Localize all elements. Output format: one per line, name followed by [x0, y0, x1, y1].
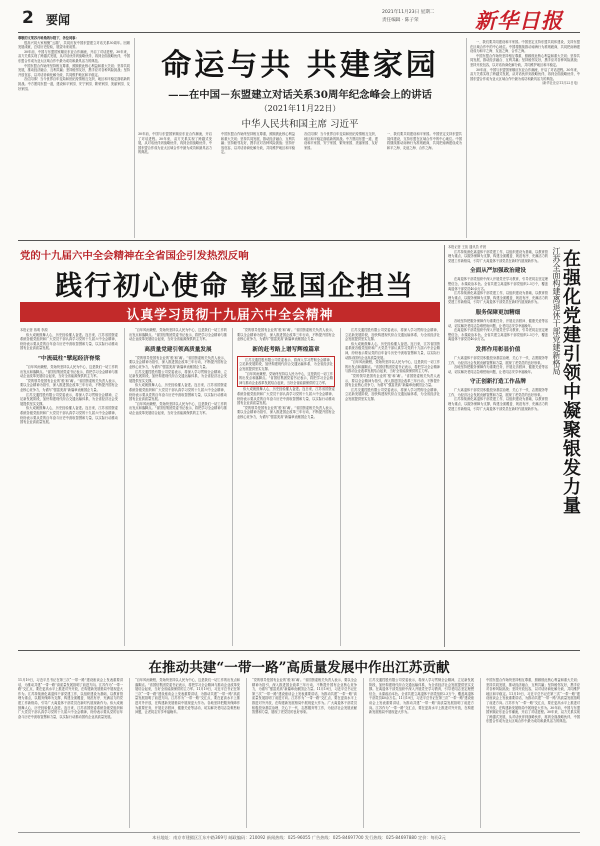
second-col-4	[345, 328, 440, 646]
second-paragraph-2c: “百年风雨兼程，党始终坚持以人民为中心，这是我们一切工作的出发点和落脚点。”省国信集团党委书记表示，将把学习全会精神与推动企业改革发展结合起来，当好全省能源保供的主力军。	[129, 401, 227, 415]
second-col-1	[20, 328, 118, 646]
side-paragraph-1c: 江苏持续深化离退休干部党建工作，以组织建设为基础，以教育管理为重点，以服务保障为支撑，构建全面覆盖、规范有序、充满活力的党建工作新格局，引导广大离退休干部党员在新时代展现新作为。	[448, 397, 548, 411]
second-paragraph-1e: 伟大成就鼓舞人心，历史经验催人奋进。连日来，江苏省国资委系统各级党组织和广大党员干部认真学习党的十九届六中全会精神，纷纷表示要从党的百年奋斗历史中汲取智慧和力量，以实际行动推动国有企业高质量发展。	[345, 341, 440, 360]
second-body	[20, 328, 440, 646]
second-byline: 本报记者 蒋明 李源	[20, 328, 48, 332]
footer-rule	[18, 832, 580, 833]
bottom-p1b: 江苏持续深化离退休干部党建工作，以组织建设为基础，以教育管理为重点，以服务保障为支撑，构建全面覆盖、规范有序、充满活力的党建工作新格局，引导广大离退休干部党员在新时代展现新作为。	[18, 691, 123, 705]
lead-right-text-3: 30年前，中国与东盟国家顺应东亚合作潮流，开启了对话进程。30年来，双方关系实现了跨越式发展，从对话伙伴到战略伙伴，再到全面战略伙伴，中国东盟合作成为亚太区域合作中最为成功和最具活力的典范。	[470, 67, 580, 81]
column-rule	[232, 328, 233, 646]
side-body	[448, 245, 548, 647]
second-paragraph-2d: “百年风雨兼程，党始终坚持以人民为中心，这是我们一切工作的出发点和落脚点。”省国信集团党委书记表示，将把学习全会精神与推动企业改革发展结合起来，当好全省能源保供的主力军。	[345, 360, 440, 374]
bottom-col-1	[18, 678, 123, 828]
second-paragraph-3d: “党的领导是国有企业的‘根’和‘魂’。”省国资委相关负责人表示，要以全会精神为指引，深入推进国企改革三年行动，不断提升国有企业核心竞争力，为谱写“强富美高”新篇章贡献国企力量。	[237, 405, 335, 419]
bottom-p3c: 广大离退休干部党员积极投身基层治理、关心下一代、志愿服务等工作，为经济社会发展贡献智慧和力量，展现了老党员的良好形象。	[252, 700, 357, 715]
bottom-p1a: 11月19日，习近平总书记在第三次“一带一路”建设座谈会上发表重要讲话，为推动共建“一带一路”高质量发展指明了前进方向。江苏作为“一带一路”交汇点，要在更高水平上推进对外开放，在构建新发展格局中展现更大作为。	[18, 678, 123, 696]
header-rule	[18, 32, 580, 33]
second-heading-3: 新的赶考路上谱写辉煌篇章	[252, 346, 320, 353]
bottom-p3a: “党的领导是国有企业的‘根’和‘魂’。”省国资委相关负责人表示，要以全会精神为指引，深入推进国企改革三年行动，不断提升国有企业核心竞争力，为谱写“强富美高”新篇章贡献国企力量。	[252, 678, 357, 692]
second-ribbon	[20, 302, 440, 322]
lead-body-col-1: 30年前，中国与东盟国家顺应东亚合作潮流，开启了对话进程。30年来，双方关系实现了跨越式发展，从对话伙伴到战略伙伴，再到全面战略伙伴，中国东盟合作成为亚太区域合作中最为成功和最具活力的典范。	[138, 132, 212, 155]
column-rule	[124, 328, 125, 646]
second-paragraph-4b: 江苏交通控股有限公司党委表示，将深入学习贯彻全会精神，立足新发展阶段，加快构建现代综合交通运输体系，为全省经济社会发展提供坚实支撑。	[129, 369, 227, 383]
bottom-p2c: 各地坚持把服务保障作为重要任务，开展走访慰问、健康关爱等活动，切实解决老同志急难愁盼问题，让老同志安享幸福晚年。	[135, 700, 240, 715]
side-kicker: 江苏全面构建离退休干部党建新格局	[552, 247, 561, 375]
bottom-col-3	[252, 678, 357, 828]
lead-paragraph-3: 中国东盟合作始终坚持相互尊重，照顾彼此核心利益和重大关切；坚持共同发展，推动经济融合、互利共赢；坚持睦邻友好，携手应对各种风险挑战；坚持开放包容，以对话协商化解分歧，共同维护地区和平稳定。	[18, 63, 130, 77]
lead-paragraph-2: 30年前，中国与东盟国家顺应东亚合作潮流，开启了对话进程。30年来，双方关系实现了跨越式发展，从对话伙伴到战略伙伴，再到全面战略伙伴，中国东盟合作成为亚太区域合作中最为成功和最具活力的典范。	[18, 49, 130, 63]
lead-date: （2021年11月22日）	[259, 104, 341, 113]
side-paragraph-4: 广大离退休干部党员积极投身基层治理、关心下一代、志愿服务等工作，为经济社会发展贡献智慧和力量，展现了老党员的良好形象。	[448, 355, 548, 365]
lead-paragraph-4: 各位同事！当今世界百年变局和世纪疫情相互交织，地区和平稳定面临新的挑战。中方愿同东盟一道，建设和平家园、安宁家园、繁荣家园、美丽家园、友好家园。	[18, 77, 130, 91]
second-col-2	[129, 328, 227, 646]
lead-body-col-3: 各位同事！当今世界百年变局和世纪疫情相互交织，地区和平稳定面临新的挑战。中方愿同东盟一道，建设和平家园、安宁家园、繁荣家园、美丽家园、友好家园。	[304, 132, 378, 150]
highlight-text: 江苏交通控股有限公司党委表示，将深入学习贯彻全会精神，立足新发展阶段，加快构建现代综合交通运输体系，为全省经济社会发展提供坚实支撑。	[239, 357, 333, 371]
lead-right-column	[470, 40, 580, 238]
side-heading-3: 发挥作用彰显价值	[475, 346, 521, 353]
bottom-col-2	[135, 678, 240, 828]
lead-left-column	[18, 36, 130, 236]
lead-signoff: （新华社北京11月22日电）	[540, 81, 580, 86]
bottom-p2b: 11月19日，习近平总书记在第三次“一带一路”建设座谈会上发表重要讲话，为推动共建“一带一路”高质量发展指明了前进方向。江苏作为“一带一路”交汇点，要在更高水平上推进对外开放，在构建新发展格局中展现更大作为。	[135, 687, 240, 705]
second-paragraph-1b: 伟大成就鼓舞人心，历史经验催人奋进。连日来，江苏省国资委系统各级党组织和广大党员干部认真学习党的十九届六中全会精神，纷纷表示要从党的百年奋斗历史中汲取智慧和力量，以实际行动推动国有企业高质量发展。	[20, 406, 118, 425]
column-rule	[466, 38, 467, 238]
lead-subtitle: ——在中国－东盟建立对话关系30周年纪念峰会上的讲话	[168, 89, 432, 101]
lead-body-col-4: 一、我们要共同建设和平家园。中国坚定支持东盟共同体建设，支持东盟在区域合作中的中心地位。中国将继续推动南海行为准则磋商，共同把南海建设成为和平之海、友谊之海、合作之海。	[387, 132, 462, 150]
side-byline: 本报记者 王拓 通讯员 许晨	[448, 245, 487, 249]
side-paragraph-4b: 广大离退休干部党员积极投身基层治理、关心下一代、志愿服务等工作，为经济社会发展贡献智慧和力量，展现了老党员的良好形象。	[448, 388, 548, 397]
second-paragraph-4c: 江苏交通控股有限公司党委表示，将深入学习贯彻全会精神，立足新发展阶段，加快构建现代综合交通运输体系，为全省经济社会发展提供坚实支撑。	[345, 328, 440, 342]
side-heading-4: 守正创新打造工作品牌	[470, 379, 526, 386]
bottom-p4a: 江苏交通控股有限公司党委表示，将深入学习贯彻全会精神，立足新发展阶段，加快构建现代综合交通运输体系，为全省经济社会发展提供坚实支撑。	[369, 678, 474, 692]
side-paragraph-3: 各地坚持把服务保障作为重要任务，开展走访慰问、健康关爱等活动，切实解决老同志急难愁盼问题，让老同志安享幸福晚年。	[448, 318, 548, 328]
lead-body-col-2: 中国东盟合作始终坚持相互尊重，照顾彼此核心利益和重大关切；坚持共同发展，推动经济融合、互利共赢；坚持睦邻友好，携手应对各种风险挑战；坚持开放包容，以对话协商化解分歧，共同维护地区和平稳定。	[221, 132, 295, 155]
column-rule	[246, 678, 247, 828]
highlight-text-2: “百年风雨兼程，党始终坚持以人民为中心，这是我们一切工作的出发点和落脚点。”省国信集团党委书记表示，将把学习全会精神与推动企业改革发展结合起来，当好全省能源保供的主力军。	[239, 371, 333, 385]
lead-right-text: 一、我们要共同建设和平家园。中国坚定支持东盟共同体建设，支持东盟在区域合作中的中心地位。中国将继续推动南海行为准则磋商，共同把南海建设成为和平之海、友谊之海、合作之海。	[470, 40, 580, 54]
page-header	[0, 0, 600, 40]
second-paragraph-3e: “党的领导是国有企业的‘根’和‘魂’。”省国资委相关负责人表示，要以全会精神为指引，深入推进国企改革三年行动，不断提升国有企业核心竞争力，为谱写“强富美高”新篇章贡献国企力量。	[345, 373, 440, 388]
second-paragraph-1: 伟大成就鼓舞人心，历史经验催人奋进。连日来，江苏省国资委系统各级党组织和广大党员干部认真学习党的十九届六中全会精神，纷纷表示要从党的百年奋斗历史中汲取智慧和力量，以实际行动推动国有企业高质量发展。	[20, 332, 118, 351]
bottom-p5a: 中国东盟合作始终坚持相互尊重，照顾彼此核心利益和重大关切；坚持共同发展，推动经济融合、互利共赢；坚持睦邻友好，携手应对各种风险挑战；坚持开放包容，以对话协商化解分歧，共同维护地区和平稳定。	[486, 678, 580, 696]
bottom-p4b: 在离退休干部党组织中深入开展党史学习教育，引导老同志坚定理想信念，永葆政治本色。全省共建立离退休干部党组织2.3万个，覆盖离退休干部党员40余万名。	[369, 687, 474, 701]
second-heading-1: “中流砥柱”擘起经济脊梁	[37, 355, 101, 362]
second-paragraph-1d: 伟大成就鼓舞人心，历史经验催人奋进。连日来，江苏省国资委系统各级党组织和广大党员干部认真学习党的十九届六中全会精神，纷纷表示要从党的百年奋斗历史中汲取智慧和力量，以实际行动推动国有企业高质量发展。	[237, 387, 335, 406]
side-paragraph-1b: 江苏持续深化离退休干部党建工作，以组织建设为基础，以教育管理为重点，以服务保障为支撑，构建全面覆盖、规范有序、充满活力的党建工作新格局，引导广大离退休干部党员在新时代展现新作为。	[448, 291, 548, 305]
lead-body-text	[138, 132, 462, 238]
lead-author: 中华人民共和国主席 习近平	[241, 119, 359, 130]
column-rule	[363, 678, 364, 828]
column-rule	[129, 678, 130, 828]
column-rule	[480, 678, 481, 828]
side-paragraph-2b: 在离退休干部党组织中深入开展党史学习教育，引导老同志坚定理想信念，永葆政治本色。全省共建立离退休干部党组织2.3万个，覆盖离退休干部党员40余万名。	[448, 328, 548, 342]
side-article	[448, 245, 580, 647]
second-col-3	[237, 328, 335, 646]
lead-paragraph-1: 很高兴同大家相聚“云端”，共同庆祝中国东盟建立对话关系30周年。回顾发展成就，总结历史经验，展望未来前景。	[18, 40, 130, 50]
second-paragraph-3b: “党的领导是国有企业的‘根’和‘魂’。”省国资委相关负责人表示，要以全会精神为指引，深入推进国企改革三年行动，不断提升国有企业核心竞争力，为谱写“强富美高”新篇章贡献国企力量。	[129, 355, 227, 369]
bottom-p3b: 11月19日，习近平总书记在第三次“一带一路”建设座谈会上发表重要讲话，为推动共建“一带一路”高质量发展指明了前进方向。江苏作为“一带一路”交汇点，要在更高水平上推进对外开放，在构建新发展格局中展现更大作为。	[252, 687, 357, 705]
bottom-p2a: “百年风雨兼程，党始终坚持以人民为中心，这是我们一切工作的出发点和落脚点。”省国信集团党委书记表示，将把学习全会精神与推动企业改革发展结合起来，当好全省能源保供的主力军。	[135, 678, 240, 692]
footer-text: 本社地址：南京市建邺区江东中路369号 邮政编码：210092 新闻热线：025-96055 广告热线：025-84697700 发行热线：025-84697880 定价：每份2元	[152, 835, 446, 840]
side-heading-1: 全面从严加强政治建设	[470, 268, 526, 275]
section-rule	[18, 650, 580, 651]
side-paragraph-1: 江苏持续深化离退休干部党建工作，以组织建设为基础，以教育管理为重点，以服务保障为支撑，构建全面覆盖、规范有序、充满活力的党建工作新格局，引导广大离退休干部党员在新时代展现新作为。	[448, 249, 548, 263]
bottom-title: 在推动共建“一带一路”高质量发展中作出江苏贡献	[148, 660, 450, 676]
second-highlight-box	[237, 356, 335, 388]
bottom-col-5	[486, 678, 580, 828]
second-paragraph-1c: 伟大成就鼓舞人心，历史经验催人奋进。连日来，江苏省国资委系统各级党组织和广大党员干部认真学习党的十九届六中全会精神，纷纷表示要从党的百年奋斗历史中汲取智慧和力量，以实际行动推动国有企业高质量发展。	[129, 383, 227, 402]
column-rule	[444, 245, 445, 647]
ribbon-text: 认真学习贯彻十九届六中全会精神	[126, 308, 334, 323]
second-title: 践行初心使命 彰显国企担当	[55, 271, 415, 302]
second-paragraph-4d: 江苏交通控股有限公司党委表示，将深入学习贯彻全会精神，立足新发展阶段，加快构建现代综合交通运输体系，为全省经济社会发展提供坚实支撑。	[345, 387, 440, 401]
bottom-col-4	[369, 678, 474, 828]
editor-line: 责任编辑 · 陈子荣	[382, 18, 419, 23]
second-paragraph-3c: “党的领导是国有企业的‘根’和‘魂’。”省国资委相关负责人表示，要以全会精神为指引，深入推进国企改革三年行动，不断提升国有企业核心竞争力，为谱写“强富美高”新篇章贡献国企力量。	[237, 328, 335, 342]
second-banner: 党的十九届六中全会精神在全省国企引发热烈反响	[20, 250, 249, 262]
second-paragraph-4: 江苏交通控股有限公司党委表示，将深入学习贯彻全会精神，立足新发展阶段，加快构建现代综合交通运输体系，为全省经济社会发展提供坚实支撑。	[20, 392, 118, 406]
lead-right-text-2: 中国东盟合作始终坚持相互尊重，照顾彼此核心利益和重大关切；坚持共同发展，推动经济融合、互利共赢；坚持睦邻友好，携手应对各种风险挑战；坚持开放包容，以对话协商化解分歧，共同维护地区和平稳定。	[470, 53, 580, 67]
section-title: 要闻	[46, 13, 71, 27]
date-line: 2021年11月23日 星期二	[382, 10, 435, 15]
side-paragraph-2: 在离退休干部党组织中深入开展党史学习教育，引导老同志坚定理想信念，永葆政治本色。全省共建立离退休干部党组织2.3万个，覆盖离退休干部党员40余万名。	[448, 277, 548, 291]
section-rule	[18, 240, 580, 241]
bottom-p4c: 11月19日，习近平总书记在第三次“一带一路”建设座谈会上发表重要讲话，为推动共建“一带一路”高质量发展指明了前进方向。江苏作为“一带一路”交汇点，要在更高水平上推进对外开放，在构建新发展格局中展现更大作为。	[369, 696, 474, 715]
second-heading-2: 高质量党建引领高质量发展	[144, 346, 212, 353]
masthead-logo: 新华日报	[475, 8, 563, 33]
bottom-p5b: 11月19日，习近平总书记在第三次“一带一路”建设座谈会上发表重要讲话，为推动共建“一带一路”高质量发展指明了前进方向。江苏作为“一带一路”交汇点，要在更高水平上推进对外开放，在构建新发展格局中展现更大作为。	[486, 691, 580, 710]
bottom-p5c: 30年前，中国与东盟国家顺应东亚合作潮流，开启了对话进程。30年来，双方关系实现了跨越式发展，从对话伙伴到战略伙伴，再到全面战略伙伴，中国东盟合作成为亚太区域合作中最为成功和最具活力的典范。	[486, 705, 580, 724]
side-heading-2: 服务保障更加精细	[475, 309, 521, 316]
side-paragraph-3b: 各地坚持把服务保障作为重要任务，开展走访慰问、健康关爱等活动，切实解决老同志急难愁盼问题，让老同志安享幸福晚年。	[448, 365, 548, 374]
bottom-body	[18, 678, 580, 828]
second-paragraph-3: “党的领导是国有企业的‘根’和‘魂’。”省国资委相关负责人表示，要以全会精神为指引，深入推进国企改革三年行动，不断提升国有企业核心竞争力，为谱写“强富美高”新篇章贡献国企力量。	[20, 378, 118, 392]
lead-kicker: 尊敬的文莱苏丹哈桑纳尔陛下，各位同事：	[18, 36, 79, 40]
bottom-p1c: 伟大成就鼓舞人心，历史经验催人奋进。连日来，江苏省国资委系统各级党组织和广大党员干部认真学习党的十九届六中全会精神，纷纷表示要从党的百年奋斗历史中汲取智慧和力量，以实际行动推动国有企业高质量发展。	[18, 700, 123, 719]
page-number: 2	[22, 8, 34, 28]
lead-title: 命运与共 共建家园	[161, 48, 439, 83]
second-paragraph-2: “百年风雨兼程，党始终坚持以人民为中心，这是我们一切工作的出发点和落脚点。”省国信集团党委书记表示，将把学习全会精神与推动企业改革发展结合起来，当好全省能源保供的主力军。	[20, 364, 118, 379]
side-title: 在强化党建引领中凝聚银发力量	[560, 249, 581, 515]
second-paragraph-2b: “百年风雨兼程，党始终坚持以人民为中心，这是我们一切工作的出发点和落脚点。”省国信集团党委书记表示，将把学习全会精神与推动企业改革发展结合起来，当好全省能源保供的主力军。	[129, 328, 227, 342]
column-rule	[340, 328, 341, 646]
column-rule	[134, 38, 135, 238]
